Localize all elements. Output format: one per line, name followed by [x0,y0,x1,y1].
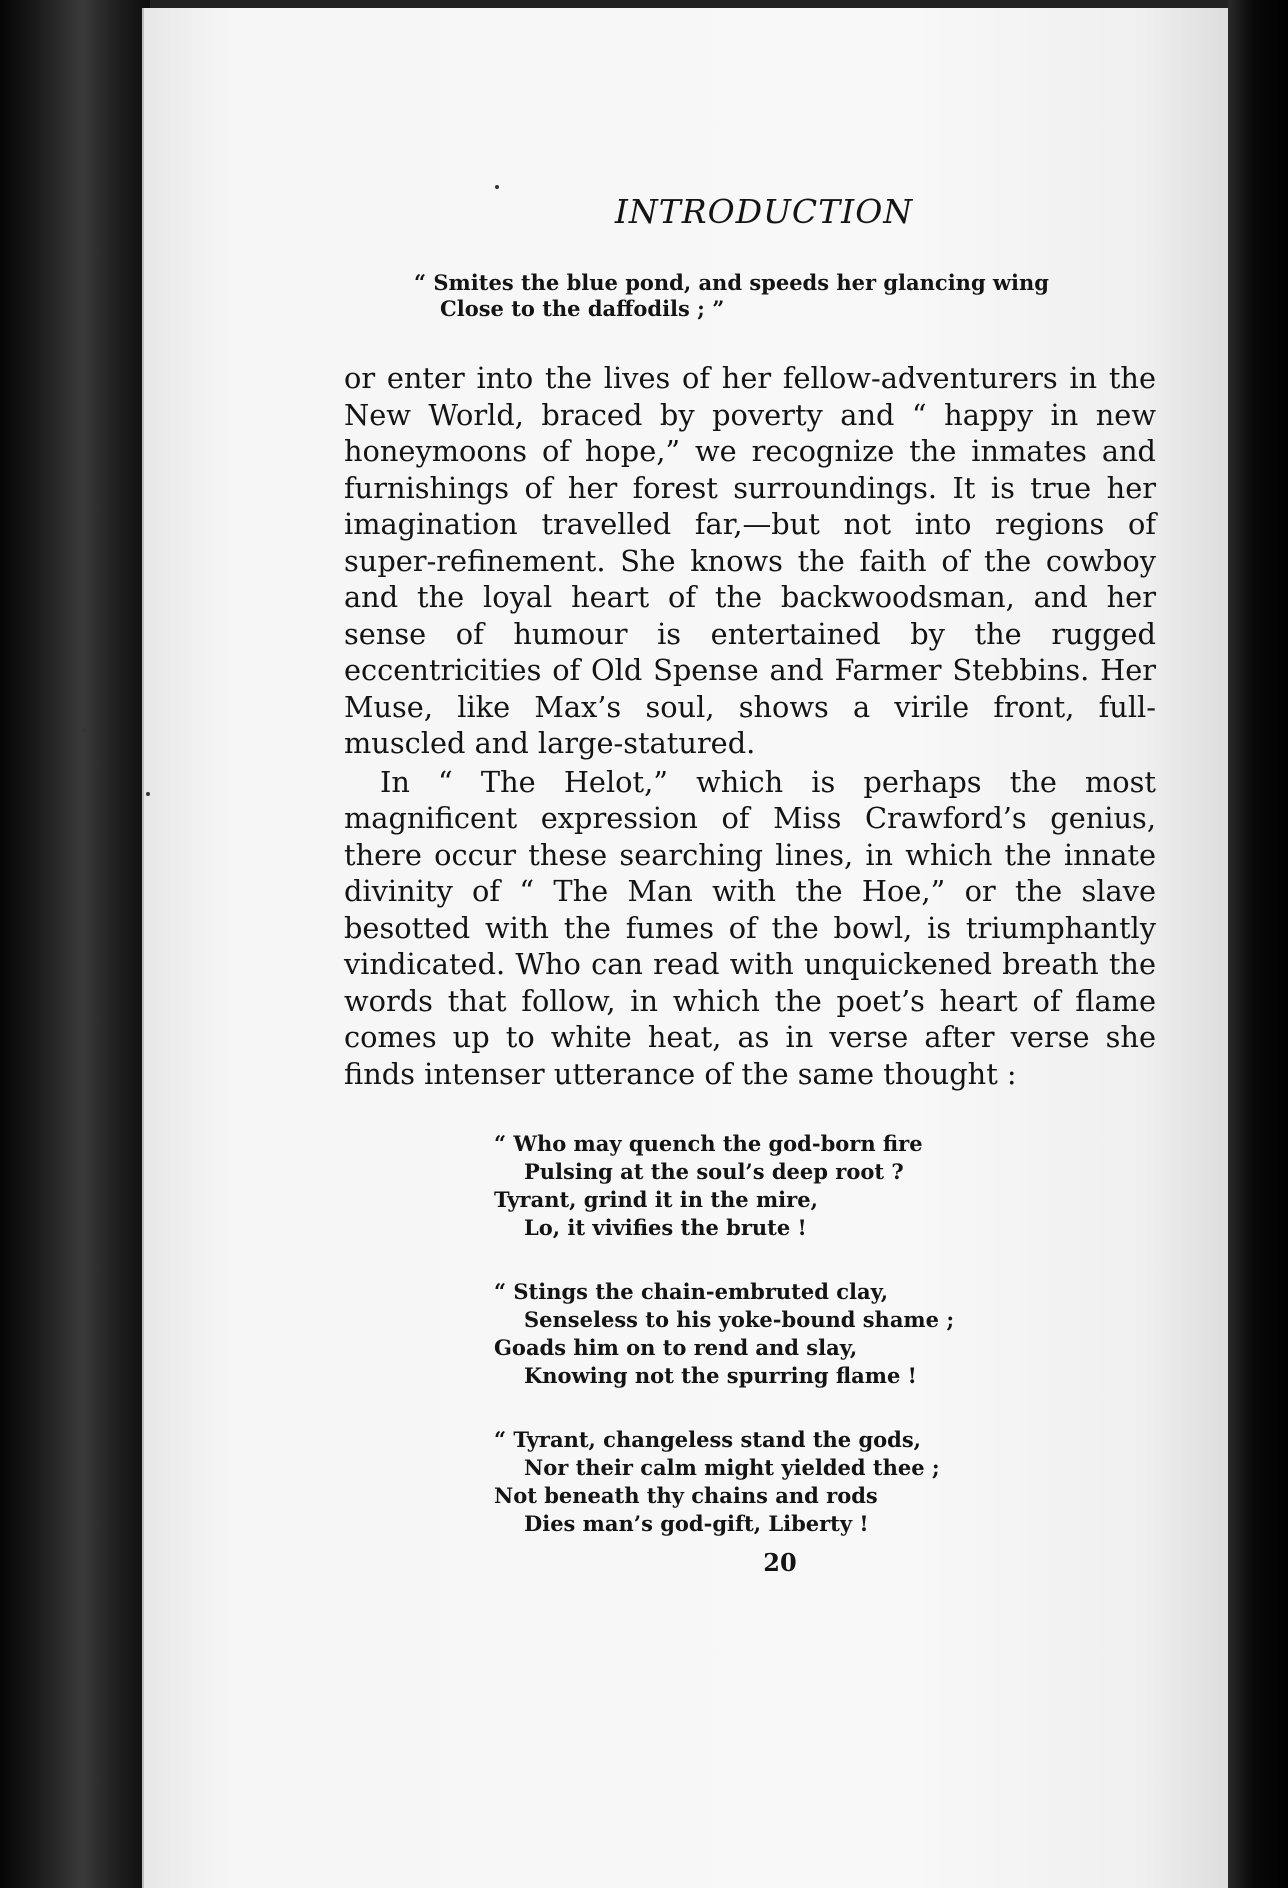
verse-line: Pulsing at the soul’s deep root ? [524,1159,904,1184]
epigraph-line: “ Smites the blue pond, and speeds her glancing wing [414,270,1049,295]
verse-line: Senseless to his yoke-bound shame ; [524,1307,955,1332]
stanza [494,1130,954,1242]
verse-line: “ Who may quench the god-born fire [494,1131,923,1156]
verse-line: “ Stings the chain-embruted clay, [494,1279,889,1304]
paragraph: or enter into the lives of her fellow-adventurers in the New World, braced by poverty and “ happy in new honeymoons of hope,” we recognize the inmates and furnishings of her forest surroundings. It is true her imagination travelled far,—but not into regions of super-refinement. She knows the faith of the cowboy and the loyal heart of the backwoodsman, and her sense of humour is entertained by the rugged eccentricities of Old Spense and Farmer Stebbins. Her Muse, like Max’s soul, shows a virile front, full-muscled and large-statured. [344,361,1156,760]
epigraph [414,270,1049,322]
epigraph-line: Close to the daffodils ; ” [440,296,725,321]
scan-speck [70,312,74,316]
verse-line: Not beneath thy chains and rods [494,1483,878,1508]
verse-line: Knowing not the spurring flame ! [524,1363,917,1388]
page-content [344,0,1156,1888]
body-text [344,360,1156,1092]
verse-line: Lo, it vivifies the brute ! [524,1215,807,1240]
stanza [494,1426,954,1538]
verse-line: Nor their calm might yielded thee ; [524,1455,940,1480]
book-edge-right [1228,0,1288,1888]
verse-line: Goads him on to rend and slay, [494,1335,858,1360]
poem-quotation [494,1130,954,1574]
verse-line: Dies man’s god-gift, Liberty ! [524,1511,869,1536]
paragraph: In “ The Helot,” which is perhaps the most magnificent expression of Miss Crawford’s genius, there occur these searching lines, in which the innate divinity of “ The Man with the Hoe,” or the slave besotted with the fumes of the bowl, is triumphantly vindicated. Who can read with unquickened breath the words that follow, in which the poet’s heart of flame comes up to white heat, as in verse after verse she finds intenser utterance of the same thought : [344,764,1156,1091]
page-number: 20 [763,1548,797,1577]
stanza [494,1278,954,1390]
scan-speck [82,728,86,732]
book-spine-left [0,0,150,1888]
scan-speck [146,792,150,796]
verse-line: “ Tyrant, changeless stand the gods, [494,1427,921,1452]
running-head: INTRODUCTION [614,192,914,231]
verse-line: Tyrant, grind it in the mire, [494,1187,818,1212]
